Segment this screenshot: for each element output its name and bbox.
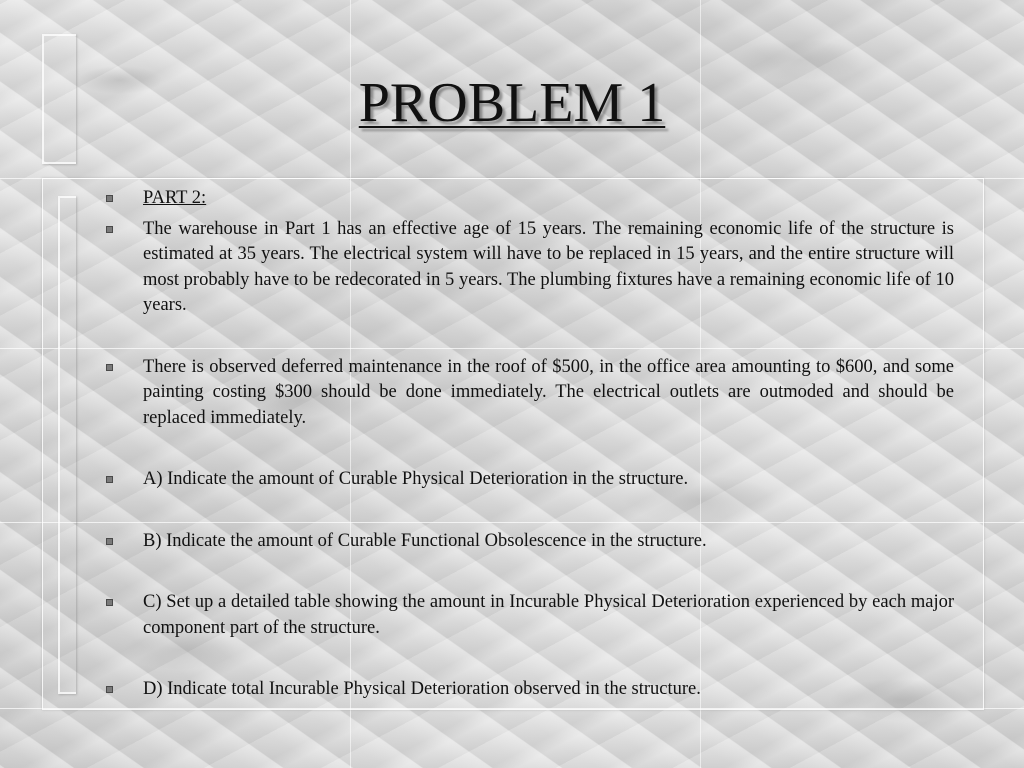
bullet-item-question-d (104, 677, 954, 703)
square-bullet-icon (106, 364, 113, 371)
bullet-item-part-2 (104, 186, 954, 212)
bullet-list (104, 186, 954, 703)
square-bullet-icon (106, 686, 113, 693)
bullet-item-warehouse (104, 217, 954, 319)
bullet-text: PART 2: (143, 188, 207, 208)
page-title: PROBLEM 1 (358, 72, 666, 134)
bullet-text: D) Indicate total Incurable Physical Deterioration observed in the structure. (143, 679, 701, 699)
square-bullet-icon (106, 195, 113, 202)
bullet-text: C) Set up a detailed table showing the amount in Incurable Physical Deterioration experienced by each major component part of the structure. (143, 592, 954, 638)
bullet-item-question-a (104, 467, 954, 493)
square-bullet-icon (106, 599, 113, 606)
bullet-item-question-b (104, 529, 954, 555)
bullet-item-deferred-maintenance (104, 355, 954, 432)
square-bullet-icon (106, 226, 113, 233)
bullet-item-question-c (104, 590, 954, 641)
bullet-text: B) Indicate the amount of Curable Functional Obsolescence in the structure. (143, 530, 707, 551)
bullet-text: A) Indicate the amount of Curable Physical Deterioration in the structure. (143, 469, 689, 489)
square-bullet-icon (106, 476, 113, 483)
bullet-text: There is observed deferred maintenance in the roof of $500, in the office area amounting to $600, and some painting costing $300 should be done immediately. The electrical outlets are outmoded and should be replaced immediately. (143, 356, 954, 428)
square-bullet-icon (106, 538, 113, 545)
bullet-text: The warehouse in Part 1 has an effective age of 15 years. The remaining economic life of the structure is estimated at 35 years. The electrical system will have to be replaced in 15 years, and the entire structure will most probably have to be redecorated in 5 years. The plumbing fixtures have a remaining economic life of 10 years. (143, 218, 954, 315)
